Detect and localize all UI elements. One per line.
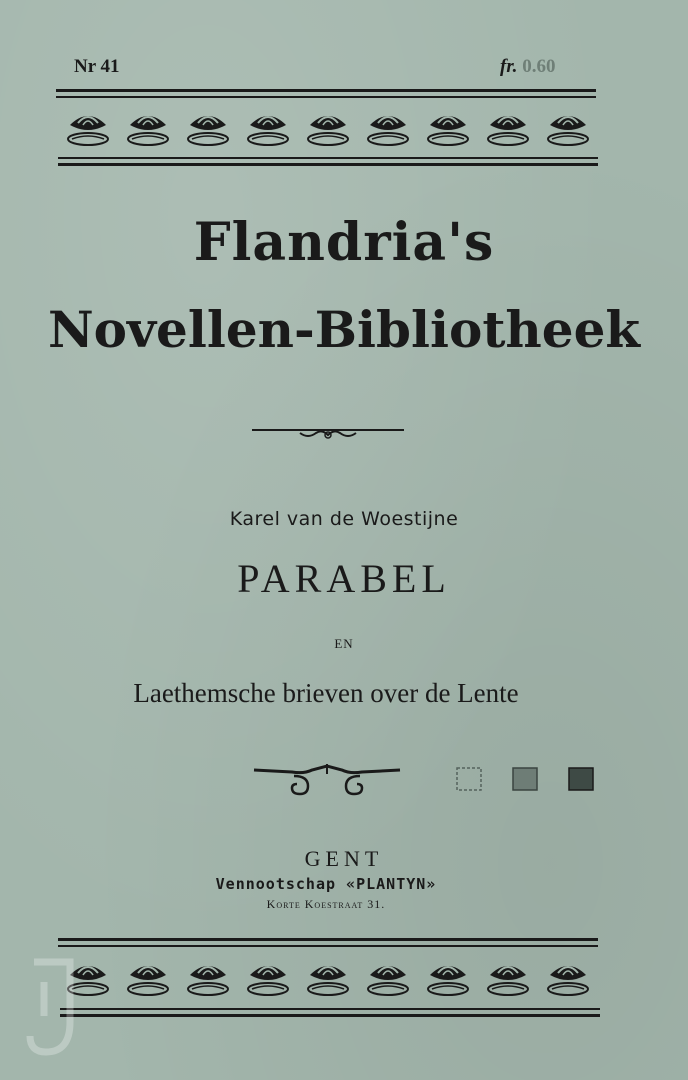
imprint-publisher: Vennootschap «PLANTYN» [215, 875, 437, 893]
lotus-flower-icon [64, 105, 112, 149]
book-subtitle: Laethemsche brieven over de Lente [133, 678, 519, 708]
top-rule-upper-thin [56, 96, 596, 98]
book-title: PARABEL [237, 556, 451, 601]
lotus-flower-icon [424, 105, 472, 149]
lotus-flower-icon [424, 955, 472, 999]
lotus-flower-icon [304, 955, 352, 999]
watermark-logo-icon [20, 952, 84, 1062]
lotus-flower-icon [184, 105, 232, 149]
flourish-divider-icon [250, 424, 406, 444]
top-rule-upper [56, 89, 596, 92]
library-stamp-icon [568, 767, 594, 791]
price-prefix: fr. [500, 56, 518, 77]
price-value: 0.60 [522, 56, 556, 77]
lotus-flower-icon [124, 105, 172, 149]
bottom-rule-lower-thin [60, 1008, 600, 1010]
price-label [500, 56, 555, 78]
conjunction: EN [334, 636, 354, 651]
imprint-address: Korte Koestraat 31. [266, 897, 386, 911]
scroll-ornament-icon [252, 762, 402, 798]
bottom-rule-lower [60, 1014, 600, 1017]
library-stamp-icon [512, 767, 538, 791]
top-rule-lower-thin [58, 157, 598, 159]
lotus-flower-icon [484, 955, 532, 999]
lotus-flower-icon [364, 955, 412, 999]
author-name: Karel van de Woestijne [229, 508, 459, 530]
lotus-flower-icon [484, 105, 532, 149]
lotus-flower-icon [364, 105, 412, 149]
bottom-rule-upper [58, 938, 598, 941]
issue-number: Nr 41 [74, 56, 120, 77]
lotus-flower-icon [544, 105, 592, 149]
lotus-flower-icon [304, 105, 352, 149]
lotus-flower-icon [244, 955, 292, 999]
top-rule-lower [58, 163, 598, 166]
bottom-rule-upper-thin [58, 945, 598, 947]
library-stamp-icon [456, 767, 482, 791]
lotus-flower-icon [124, 955, 172, 999]
series-title-line1: Flandria's [193, 212, 495, 273]
lotus-flower-icon [244, 105, 292, 149]
lotus-flower-icon [184, 955, 232, 999]
top-flower-border [58, 105, 598, 149]
bottom-flower-border [58, 953, 598, 1001]
series-title-line2: Novellen-Bibliotheek [47, 300, 641, 359]
imprint-city: GENT [304, 846, 384, 871]
lotus-flower-icon [544, 955, 592, 999]
